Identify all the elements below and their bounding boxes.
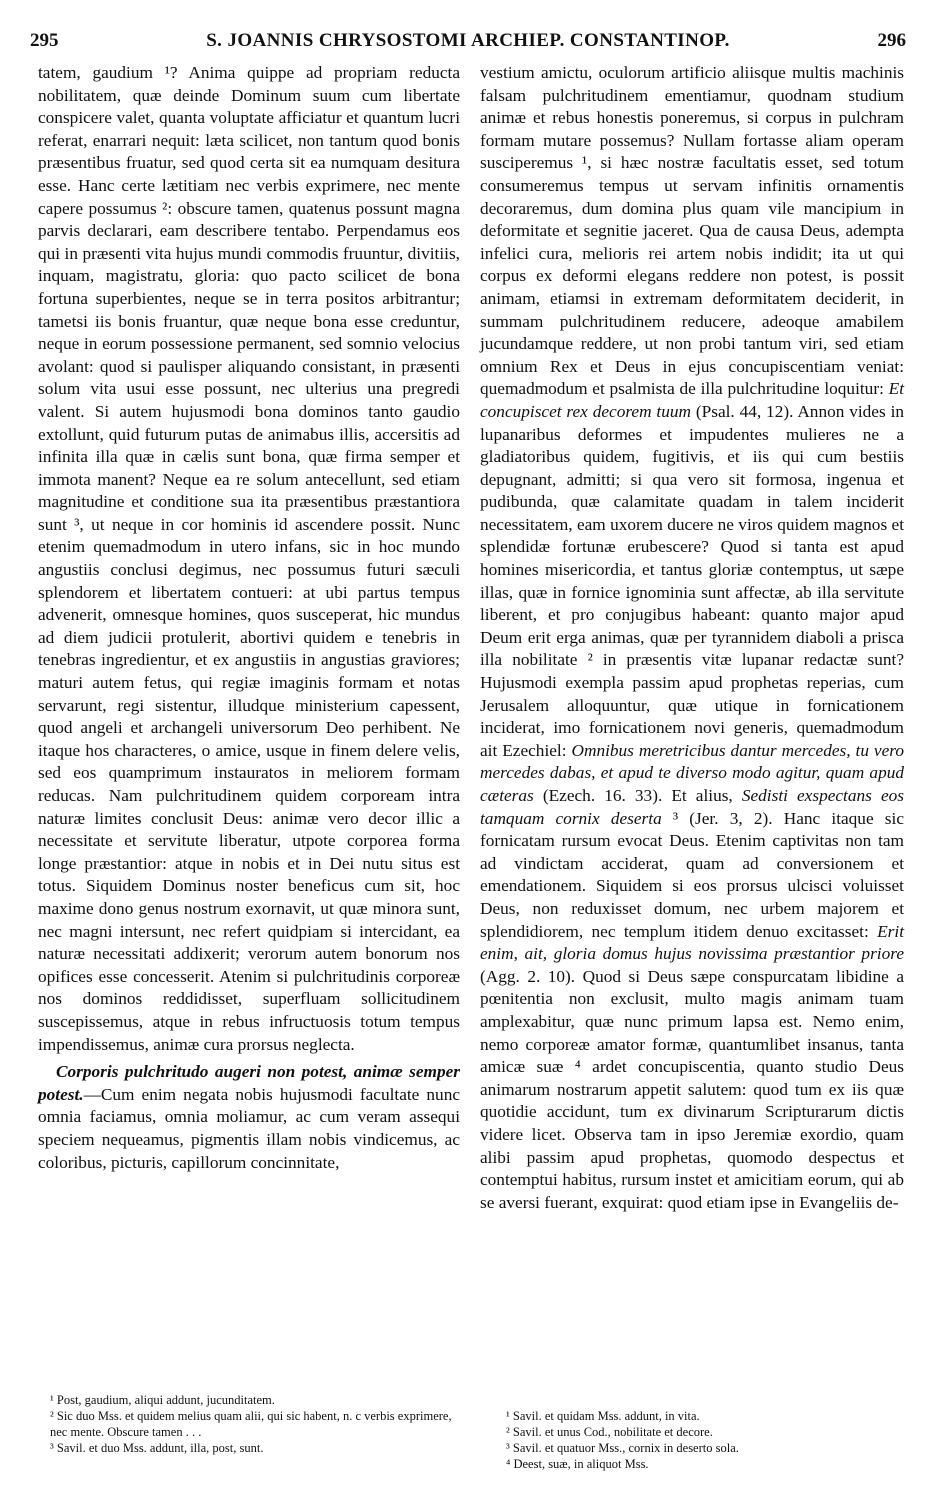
text-run: Annon vides in lupanaribus deformes et impudentes mulieres ne a gladiatoribus quidem, fugitivis, et iis qui cum bestiis depugnant, admitti; si qua vero sit formosa, ingenua et pudibunda, quæ calamitate quadam in talem inciderit necessitatem, eam uxorem ducere ne viros quidem magnos et splendidæ fortunæ erubescere? Quod si tanta est apud homines misericordia, et tantus gloriæ contemptus, ut sæpe illas, quæ in fornice ignominia sunt affectæ, ab illa servitute liberent, et pro conjugibus habeant: quanto major apud Deum erit erga animas, quæ per tyrannidem diaboli a prisca illa nobilitate ² in præsentis vitæ lupanar redactæ sunt? Hujusmodi exempla passim apud prophetas reperias, cum Jerusalem alloquuntur, quæ utique in fornicationem inciderat, imo fornicationem novi generis, quemadmodum ait Ezechiel: — [480, 401, 905, 760]
footnotes-right — [506, 1408, 904, 1472]
running-title: S. JOANNIS CHRYSOSTOMI ARCHIEP. CONSTANTINOP. — [206, 30, 730, 51]
footnote: ² Sic duo Mss. et quidem melius quam alii, qui sic habent, n. c verbis exprimere, nec mente. Obscure tamen . . . — [50, 1409, 452, 1439]
citation: (Ezech. 16. 33). Et alius, — [533, 786, 742, 805]
page-number-left: 295 — [30, 30, 59, 51]
left-paragraph-1: tatem, gaudium ¹? Anima quippe ad propriam reducta nobilitatem, quæ deinde Dominum suum cum libertate conspicere valet, quanta voluptate afficiatur et quantum lucri referat, enarrari nequit: læta scilicet, non tantum quod bonis præsentibus fruatur, sed quod certa sit ea numquam desitura esse. Hanc certe lætitiam nec verbis exprimere, nec mente capere possumus ²: obscure tamen, quatenus possunt magna parvis declarari, eam describere tentabo. Perpendamus eos qui in præsenti vita hujus mundi commodis fruuntur, divitiis, inquam, magistratu, gloria: quo pacto scilicet de bona fortuna superbientes, neque se in terra positos arbitrantur; tametsi iis bonis fruantur, quæ neque bona esse creduntur, neque in eorum possessione permanent, sed somnio velocius avolant: quod si paulisper aliquando consistant, in præsenti solum vita usui esse possunt, nec ulterius una pregredi valent. Si autem hujusmodi bona dominos tanto gaudio extollunt, quid futurum putas de animabus illis, accersitis ad infinita illa quæ in cælis sunt bona, quæ firma semper et immota manent? Neque ea re solum antecellunt, sed etiam magnitudine et conditione sua ita præsentibus præstantiora sunt ³, ut neque in cor hominis id ascendere possit. Nunc etenim quemadmodum in utero infans, sic in hoc mundo angustiis conclusi degimus, nec possumus futuri sæculi splendorem et libertatem contueri: at ubi partus tempus advenerit, omnesque homines, quos susceperat, hic mundus ad diem judicii protulerit, abortivi quidem e tenebris in tenebras ingredientur, et ex angustiis in angustias graviores; maturi autem fetus, qui regiæ imaginis formam et notas servarunt, regi sistentur, illudque ministerium capessent, quod angeli et archangeli universorum Deo perhibent. Ne itaque hos characteres, o amice, usque in finem delere velis, sed eos quamprimum instauratos in meliorem formam reducas. Nam pulchritudinem quidem corpoream intra naturæ limites conclusit Deus: animæ vero decor illic a necessitate et servitute liberatur, utpote corporea forma longe præstantior: atque in nobis et in Dei nutu situs est totus. Siquidem Dominus noster beneficus cum sit, hoc maxime dono genus nostrum exornavit, ut quæ minora sunt, nec magni intersunt, nec refert quidpiam si intercidant, ea naturæ necessitati addixerit; verorum autem bonorum nos opifices esse concesserit. Atenim si pulchritudinis corporeæ nos dominos reddidisset, superfluam sollicitudinem suscepissemus, atque in rebus infructuosis totum tempus impendissemus, animæ cura prorsus neglecta. — [38, 63, 460, 1054]
citation: (Agg. 2. 10). — [480, 966, 583, 986]
left-paragraph-2 — [38, 1061, 460, 1174]
footnote: ³ Savil. et duo Mss. addunt, illa, post, sunt. — [50, 1441, 264, 1455]
quotation: Sedisti exspectans eos tamquam cornix deserta — [480, 786, 904, 828]
text-run: vestium amictu, oculorum artificio aliisque multis machinis falsam pulchritudinem ementiamur, quodnam studium animæ et rebus honestis poneremus, si corpus in pulchram formam mutare possemus? Nullam fortasse aliam operam susciperemus ¹, si hæc nostræ facultatis esset, sed totum consumeremus tempus ut servam infinitis ornamentis decoraremus, dum domina plus quam vile mancipium in deformitate et segnitie jaceret. Qua de causa Deus, adempta infelici cura, melioris rei artem nobis indidit; ita ut qui corpus ex deformi elegans reddere non potest, is possit animam, etiamsi in extremam deformitatem deciderit, in summam pulchritudinem reducere, adeoque amabilem jucundamque reddere, ut non probi tantum viri, sed etiam omnium Rex et Deus in ejus concupiscentiam veniat: quemadmodum et psalmista de illa pulchritudine loquitur: — [480, 63, 904, 399]
quotation: Erit enim, ait, gloria domus hujus novissima præstantior priore — [480, 921, 904, 964]
footnote: ³ Savil. et quatuor Mss., cornix in deserto sola. — [506, 1441, 739, 1455]
citation: ³ (Jer. 3, 2). — [661, 808, 784, 828]
citation: (Psal. 44, 12). — [691, 401, 798, 421]
footnote: ¹ Savil. et quidam Mss. addunt, in vita. — [506, 1409, 700, 1423]
page-header — [30, 30, 906, 58]
section-heading: Corporis pulchritudo augeri non potest, animæ semper potest. — [38, 1062, 460, 1104]
footnote: ⁴ Deest, suæ, in aliquot Mss. — [506, 1457, 649, 1471]
right-column — [480, 62, 904, 1214]
page-number-right: 296 — [877, 30, 906, 51]
right-paragraph-1 — [480, 62, 904, 1214]
footnote: ¹ Post, gaudium, aliqui addunt, jucunditatem. — [50, 1393, 275, 1407]
text-run: Hanc itaque sic fornicatam rursum evocat Deus. Etenim captivitas non tam ad vindictam acciderat, quam ad conversionem et emendationem. Siquidem si eos prorsus ulcisci voluisset Deus, non reduxisset domum, nec urbem majorem et splendidiorem, nec templum itidem denuo excitasset: — [480, 808, 904, 941]
text-run: Quod si Deus sæpe conspurcatam libidine a pœnitentia non exclusit, multo magis animam tuam amplexabitur, quæ nunc primum lapsa est. Nemo enim, nemo corporeæ amator formæ, quantumlibet insanus, tanta amicæ suæ ⁴ ardet concupiscentia, quanto studio Deus animarum nostrarum appetit salutem: quod tum ex iis quæ quotidie accidunt, tum ex divinarum Scripturarum dictis videre licet. Observa tam in ipso Jeremiæ exordio, quam alibi passim apud prophetas, quomodo despectus et contemptui habitus, rursum instet et amicitiam eorum, qui ab se aversi fuerant, exquirat: quod etiam ipse in Evangeliis de- — [480, 966, 904, 1212]
footnote: ² Savil. et unus Cod., nobilitate et decore. — [506, 1425, 713, 1439]
quotation: Et concupiscet rex decorem tuum — [480, 379, 904, 421]
left-paragraph-2-text: —Cum enim negata nobis hujusmodi facultate nunc omnia faciamus, omnia moliamur, ac cum veram assequi speciem nequeamus, pigmentis illam nobis vindicemus, ac coloribus, picturis, capillorum concinnitate, — [38, 1084, 460, 1172]
quotation: Omnibus meretricibus dantur mercedes, tu vero mercedes dabas, et apud te diverso modo agitur, quam apud cæteras — [480, 740, 904, 805]
left-column — [38, 62, 460, 1174]
footnotes-left — [50, 1392, 460, 1456]
